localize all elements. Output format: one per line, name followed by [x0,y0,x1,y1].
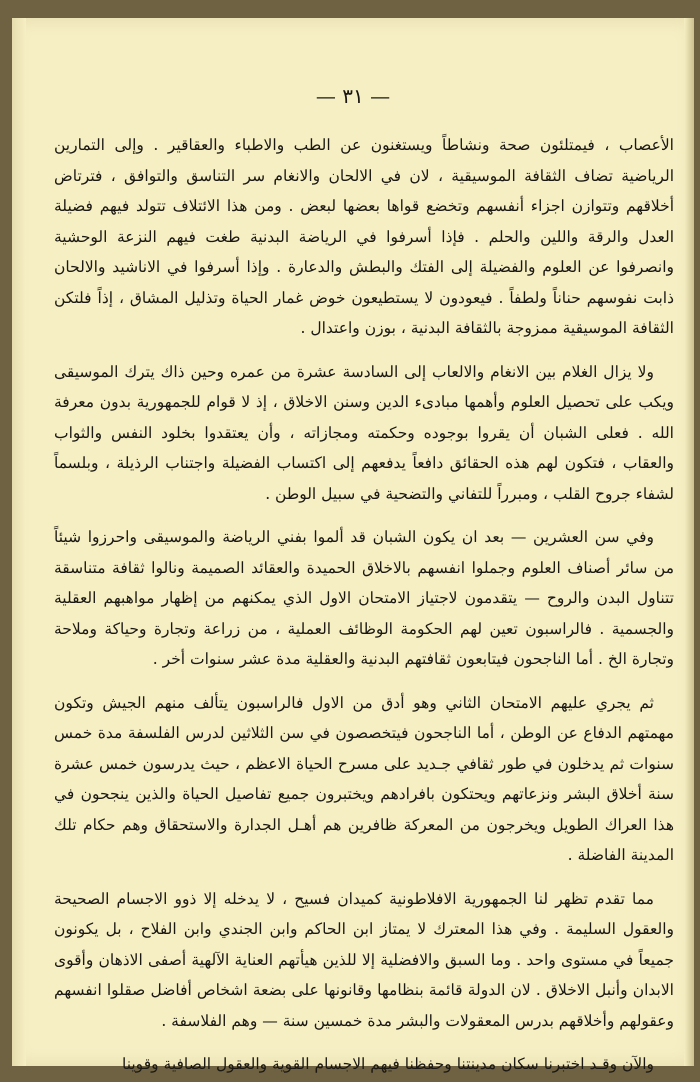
page-edge-shadow [684,18,694,1066]
paragraph-4: ثم يجري عليهم الامتحان الثاني وهو أدق من الاول فالراسبون يتألف منهم الجيش وتكون مهمتهم الدفاع عن الوطن ، أما الناجحون فيتخصصون في سن الثلاثين لدرس الفلسفة مدة خمس سنوات ثم يدخلون في طور ثقافي جـديد على مسرح الحياة الاعظم ، حيث يدرسون خمس عشرة سنة أخلاق البشر ونزعاتهم ويحتكون بافرادهم ويختبرون جميع تفاصيل الحياة والذين ينجحون في هذا العراك الطويل ويخرجون من المعركة ظافرين هم أهـل الجدارة والاستحقاق وهم حكام تلك المدينة الفاضلة . [54,693,674,864]
paragraph-5: مما تقدم تظهر لنا الجمهورية الافلاطونية كميدان فسيح ، لا يدخله إلا ذوو الاجسام الصحيحة والعقول السليمة . وفي هذا المعترك لا يمتاز ابن الحاكم وابن الجندي وابن الفلاح ، بل يكونون جميعاً في مستوى واحد . وما السبق والافضلية إلا للذين هيأتهم العناية الآلهية أصفى الاذهان وأقوى الابدان وأنبل الاخلاق . لان الدولة قائمة بنظامها وقانونها على بضعة اشخاص أفاضل صقلوا انفسهم وعقولهم وأخلاقهم بدرس المعقولات والبشر مدة خمسين سنة — وهم الفلاسفة . [54,889,674,1030]
paragraph-1: الأعصاب ، فيمتلئون صحة ونشاطاً ويستغنون عن الطب والاطباء والعقاقير . وإلى التمارين الرياضية تضاف الثقافة الموسيقية ، لان في الالحان والانغام سر التناسق والتوافق ، فترتاض أخلاقهم وتتوازن اجزاء أنفسهم وتخضع قواها بعضها لبعض . ومن هذا الائتلاف تتولد فيهم فضيلة العدل والرقة واللين والحلم . فإذا أسرفوا في الرياضة البدنية طغت فيهم النزعة الوحشية وانصرفوا عن العلوم والفضيلة إلى الفتك والبطش والدعارة . وإذا أسرفوا في الاناشيد والالحان ذابت نفوسهم حناناً ولطفاً . فيعودون لا يستطيعون خوض غمار الحياة وتذليل المشاق ، إذاً فلتكن الثقافة الموسيقية ممزوجة بالثقافة البدنية ، بوزن واعتدال . [54,136,674,337]
page-body [54,130,674,1080]
page-number: — ٣١ — [315,84,391,108]
book-page [12,18,694,1073]
paragraph-6: والآن وقـد اختبرنا سكان مدينتنا وحفظنا فيهم الاجسام القوية والعقول الصافية وقوينا [121,1055,654,1073]
page-binding-shadow [12,18,26,1066]
paragraph-3: وفي سن العشرين — بعد ان يكون الشبان قد ألموا بفني الرياضة والموسيقى واحرزوا شيئاً من سائر أصناف العلوم وجملوا انفسهم بالاخلاق الحميدة والعقائد الصميمة ونالوا ثقافة متناسقة تتناول البدن والروح — يتقدمون لاجتياز الامتحان الاول الذي يمكنهم من إظهار مواهبهم العقلية والجسمية . فالراسبون تعين لهم الحكومة الوظائف العملية ، من زراعة وتجارة وحياكة وملاحة وتجارة الخ . أما الناجحون فيتابعون ثقافتهم البدنية والعقلية مدة عشر سنوات أخر . [54,528,674,668]
paragraph-2: ولا يزال الغلام بين الانغام والالعاب إلى السادسة عشرة من عمره وحين ذاك يترك الموسيقى ويكب على تحصيل العلوم وأهمها مبادىء الدين وسنن الاخلاق ، إذ لا قوام للجمهورية بدون معرفة الله . فعلى الشبان أن يقروا بوجوده وحكمته ومجازاته ، وأن يعتقدوا بخلود النفس والثواب والعقاب ، فتكون لهم هذه الحقائق دافعاً يدفعهم إلى اكتساب الفضيلة واجتناب الرذيلة ، وبلسماً لشفاء جروح القلب ، ومبرراً للتفاني والتضحية في سبيل الوطن . [54,362,674,503]
